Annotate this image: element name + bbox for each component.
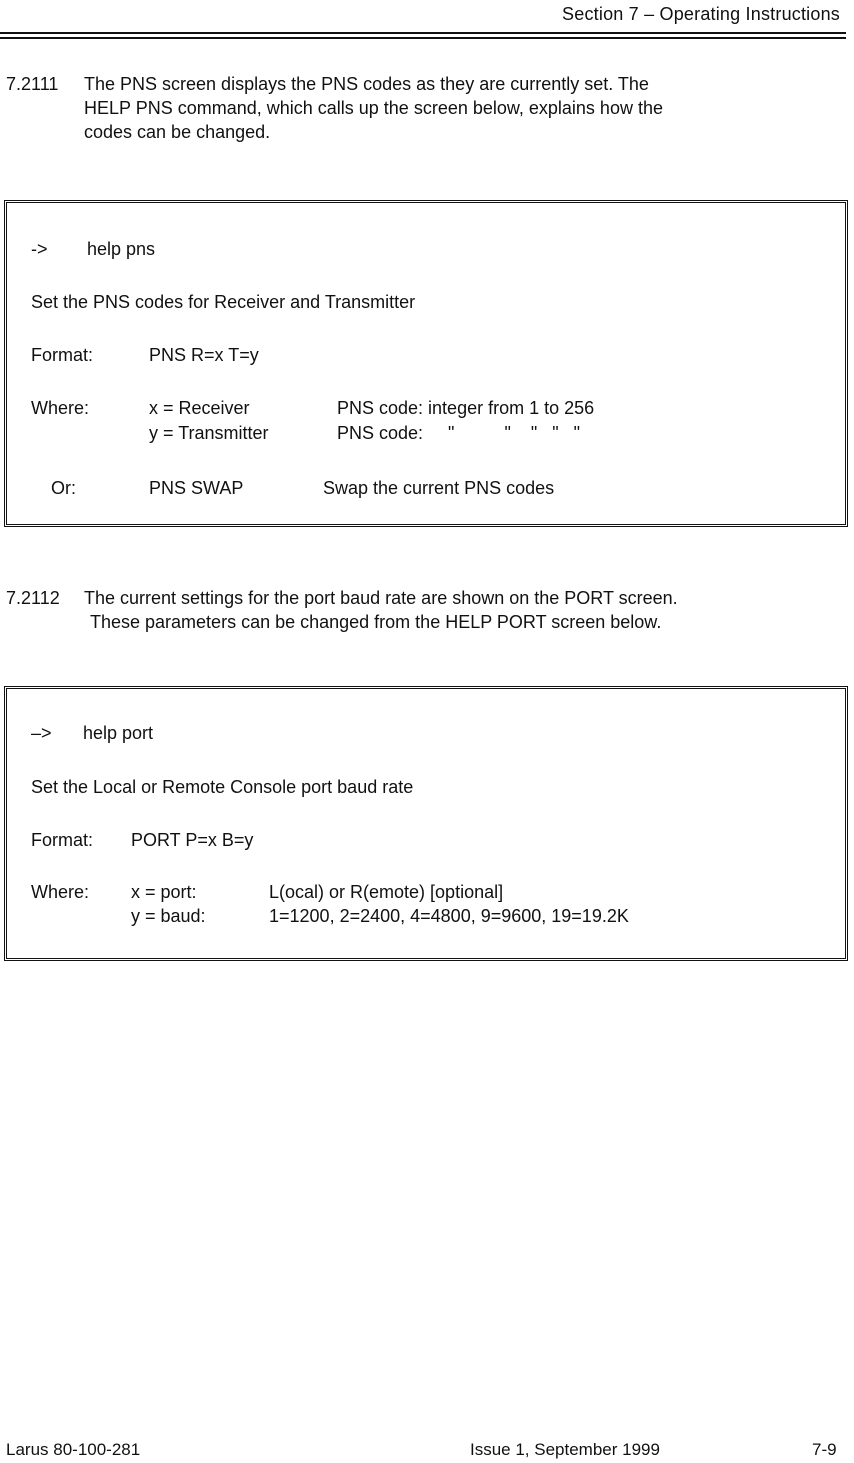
- screen-description: Set the PNS codes for Receiver and Transmitter: [31, 292, 416, 312]
- or-description: Swap the current PNS codes: [323, 478, 555, 498]
- header-rule-top: [0, 32, 846, 34]
- format-command: PNS R=x T=y: [149, 345, 259, 365]
- paragraph-line: These parameters can be changed from the HELP PORT screen below.: [90, 612, 662, 632]
- prompt-symbol: –>: [31, 723, 52, 743]
- paragraph-text: [84, 586, 844, 634]
- where-description: 1=1200, 2=2400, 4=4800, 9=9600, 19=19.2K: [269, 906, 629, 926]
- format-command: PORT P=x B=y: [131, 830, 254, 850]
- where-variable: x = port:: [131, 882, 197, 902]
- issue-date: Issue 1, September 1999: [470, 1440, 660, 1459]
- paragraph-line: codes can be changed.: [84, 122, 271, 142]
- paragraph-line: HELP PNS command, which calls up the screen below, explains how the: [84, 98, 663, 118]
- paragraph-line: The current settings for the port baud rate are shown on the PORT screen.: [84, 588, 678, 608]
- pns-help-screen: [4, 200, 848, 527]
- where-description: PNS code: integer from 1 to 256: [337, 398, 595, 418]
- command-text: help port: [83, 723, 154, 743]
- where-description: PNS code: " " " " ": [337, 423, 581, 443]
- where-variable: y = Transmitter: [149, 423, 269, 443]
- or-label: Or:: [51, 478, 76, 498]
- paragraph-text: [84, 72, 844, 144]
- where-label: Where:: [31, 882, 90, 902]
- paragraph-number: 7.2112: [6, 588, 60, 608]
- screen-description: Set the Local or Remote Console port baud rate: [31, 777, 414, 797]
- page-number: 7-9: [812, 1440, 837, 1459]
- prompt-symbol: ->: [31, 239, 48, 259]
- where-label: Where:: [31, 398, 90, 418]
- paragraph-line: The PNS screen displays the PNS codes as they are currently set. The: [84, 74, 649, 94]
- section-header: Section 7 – Operating Instructions: [562, 4, 840, 24]
- format-label: Format:: [31, 345, 94, 365]
- command-text: help pns: [87, 239, 156, 259]
- header-rule-bottom: [0, 37, 846, 39]
- document-number: Larus 80-100-281: [6, 1440, 141, 1459]
- format-label: Format:: [31, 830, 94, 850]
- port-help-screen: [4, 686, 848, 961]
- where-description: L(ocal) or R(emote) [optional]: [269, 882, 504, 902]
- where-variable: y = baud:: [131, 906, 206, 926]
- where-variable: x = Receiver: [149, 398, 250, 418]
- or-command: PNS SWAP: [149, 478, 244, 498]
- paragraph-number: 7.2111: [6, 74, 59, 94]
